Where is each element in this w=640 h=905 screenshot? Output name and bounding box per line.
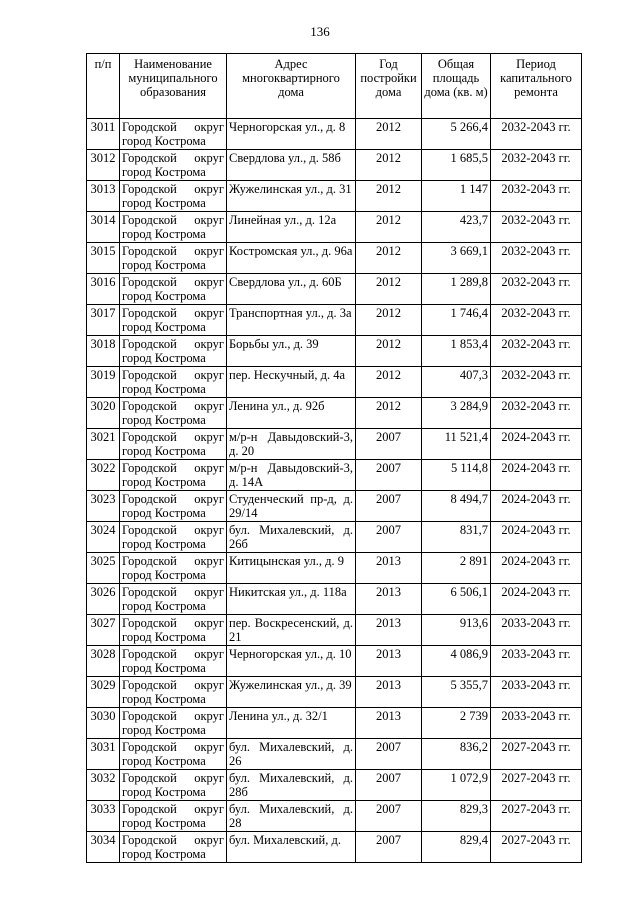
cell-address: м/р-н Давыдовский-3, д. 14А bbox=[227, 460, 356, 491]
cell-year: 2013 bbox=[356, 677, 422, 708]
cell-number: 3012 bbox=[87, 150, 120, 181]
housing-register-table bbox=[86, 53, 582, 863]
cell-municipality: Городской округ город Кострома bbox=[120, 305, 227, 336]
cell-area: 1 147 bbox=[422, 181, 491, 212]
cell-number: 3020 bbox=[87, 398, 120, 429]
cell-number: 3015 bbox=[87, 243, 120, 274]
cell-period: 2027-2043 гг. bbox=[491, 832, 582, 863]
cell-municipality: Городской округ город Кострома bbox=[120, 832, 227, 863]
cell-number: 3026 bbox=[87, 584, 120, 615]
table-row bbox=[87, 801, 582, 832]
cell-area: 5 114,8 bbox=[422, 460, 491, 491]
col-header-address: Адрес многоквартирного дома bbox=[227, 54, 356, 119]
table-row bbox=[87, 491, 582, 522]
cell-year: 2007 bbox=[356, 801, 422, 832]
table-row bbox=[87, 832, 582, 863]
cell-area: 4 086,9 bbox=[422, 646, 491, 677]
table-row bbox=[87, 460, 582, 491]
cell-number: 3017 bbox=[87, 305, 120, 336]
cell-number: 3028 bbox=[87, 646, 120, 677]
table-row bbox=[87, 274, 582, 305]
table-row bbox=[87, 367, 582, 398]
table-row bbox=[87, 708, 582, 739]
cell-address: бул. Михалевский, д. 28 bbox=[227, 801, 356, 832]
cell-period: 2033-2043 гг. bbox=[491, 677, 582, 708]
cell-municipality: Городской округ город Кострома bbox=[120, 398, 227, 429]
cell-address: Ленина ул., д. 92б bbox=[227, 398, 356, 429]
table-row bbox=[87, 677, 582, 708]
cell-period: 2032-2043 гг. bbox=[491, 181, 582, 212]
cell-period: 2024-2043 гг. bbox=[491, 553, 582, 584]
cell-period: 2032-2043 гг. bbox=[491, 274, 582, 305]
table-row bbox=[87, 243, 582, 274]
page-number: 136 bbox=[310, 24, 330, 39]
cell-address: Линейная ул., д. 12а bbox=[227, 212, 356, 243]
col-header-area: Общая площадь дома (кв. м) bbox=[422, 54, 491, 119]
cell-address: Студенческий пр-д, д. 29/14 bbox=[227, 491, 356, 522]
cell-area: 829,4 bbox=[422, 832, 491, 863]
cell-year: 2007 bbox=[356, 770, 422, 801]
cell-area: 11 521,4 bbox=[422, 429, 491, 460]
cell-area: 2 739 bbox=[422, 708, 491, 739]
cell-year: 2007 bbox=[356, 460, 422, 491]
cell-address: Черногорская ул., д. 10 bbox=[227, 646, 356, 677]
cell-area: 8 494,7 bbox=[422, 491, 491, 522]
cell-municipality: Городской округ город Кострома bbox=[120, 584, 227, 615]
cell-period: 2032-2043 гг. bbox=[491, 119, 582, 150]
cell-number: 3022 bbox=[87, 460, 120, 491]
cell-area: 1 853,4 bbox=[422, 336, 491, 367]
cell-address: бул. Михалевский, д. 26 bbox=[227, 739, 356, 770]
table-row bbox=[87, 150, 582, 181]
cell-municipality: Городской округ город Кострома bbox=[120, 460, 227, 491]
cell-number: 3030 bbox=[87, 708, 120, 739]
cell-area: 2 891 bbox=[422, 553, 491, 584]
table-row bbox=[87, 739, 582, 770]
table-row bbox=[87, 553, 582, 584]
table-row bbox=[87, 522, 582, 553]
cell-number: 3011 bbox=[87, 119, 120, 150]
cell-year: 2012 bbox=[356, 181, 422, 212]
cell-area: 1 685,5 bbox=[422, 150, 491, 181]
cell-area: 913,6 bbox=[422, 615, 491, 646]
cell-area: 3 284,9 bbox=[422, 398, 491, 429]
table-row bbox=[87, 615, 582, 646]
cell-area: 5 266,4 bbox=[422, 119, 491, 150]
cell-year: 2007 bbox=[356, 739, 422, 770]
table-row bbox=[87, 119, 582, 150]
cell-year: 2012 bbox=[356, 367, 422, 398]
cell-year: 2012 bbox=[356, 336, 422, 367]
table-row bbox=[87, 770, 582, 801]
cell-address: пер. Нескучный, д. 4а bbox=[227, 367, 356, 398]
cell-municipality: Городской округ город Кострома bbox=[120, 615, 227, 646]
cell-number: 3029 bbox=[87, 677, 120, 708]
cell-year: 2012 bbox=[356, 119, 422, 150]
cell-year: 2013 bbox=[356, 584, 422, 615]
cell-address: Транспортная ул., д. 3а bbox=[227, 305, 356, 336]
cell-area: 5 355,7 bbox=[422, 677, 491, 708]
cell-year: 2012 bbox=[356, 274, 422, 305]
cell-year: 2013 bbox=[356, 615, 422, 646]
cell-period: 2032-2043 гг. bbox=[491, 305, 582, 336]
cell-address: Китицынская ул., д. 9 bbox=[227, 553, 356, 584]
cell-year: 2007 bbox=[356, 429, 422, 460]
table-row bbox=[87, 212, 582, 243]
cell-year: 2012 bbox=[356, 398, 422, 429]
cell-municipality: Городской округ город Кострома bbox=[120, 243, 227, 274]
col-header-period: Период капитального ремонта bbox=[491, 54, 582, 119]
table-row bbox=[87, 429, 582, 460]
cell-municipality: Городской округ город Кострома bbox=[120, 336, 227, 367]
cell-address: Свердлова ул., д. 60Б bbox=[227, 274, 356, 305]
cell-period: 2032-2043 гг. bbox=[491, 367, 582, 398]
cell-area: 1 289,8 bbox=[422, 274, 491, 305]
table-row bbox=[87, 336, 582, 367]
cell-area: 407,3 bbox=[422, 367, 491, 398]
cell-period: 2027-2043 гг. bbox=[491, 770, 582, 801]
cell-municipality: Городской округ город Кострома bbox=[120, 801, 227, 832]
cell-area: 1 072,9 bbox=[422, 770, 491, 801]
cell-address: Ленина ул., д. 32/1 bbox=[227, 708, 356, 739]
cell-municipality: Городской округ город Кострома bbox=[120, 429, 227, 460]
cell-area: 829,3 bbox=[422, 801, 491, 832]
header-row bbox=[87, 54, 582, 119]
cell-number: 3032 bbox=[87, 770, 120, 801]
cell-municipality: Городской округ город Кострома bbox=[120, 491, 227, 522]
cell-period: 2024-2043 гг. bbox=[491, 522, 582, 553]
cell-area: 3 669,1 bbox=[422, 243, 491, 274]
cell-number: 3031 bbox=[87, 739, 120, 770]
cell-year: 2007 bbox=[356, 522, 422, 553]
col-header-number: п/п bbox=[87, 54, 120, 119]
cell-address: м/р-н Давыдовский-3, д. 20 bbox=[227, 429, 356, 460]
cell-year: 2012 bbox=[356, 212, 422, 243]
cell-number: 3033 bbox=[87, 801, 120, 832]
cell-year: 2012 bbox=[356, 305, 422, 336]
cell-address: Свердлова ул., д. 58б bbox=[227, 150, 356, 181]
cell-address: Борьбы ул., д. 39 bbox=[227, 336, 356, 367]
table-row bbox=[87, 181, 582, 212]
cell-area: 836,2 bbox=[422, 739, 491, 770]
cell-number: 3016 bbox=[87, 274, 120, 305]
cell-municipality: Городской округ город Кострома bbox=[120, 646, 227, 677]
cell-year: 2012 bbox=[356, 150, 422, 181]
cell-municipality: Городской округ город Кострома bbox=[120, 274, 227, 305]
cell-period: 2032-2043 гг. bbox=[491, 336, 582, 367]
cell-number: 3013 bbox=[87, 181, 120, 212]
cell-municipality: Городской округ город Кострома bbox=[120, 708, 227, 739]
cell-year: 2012 bbox=[356, 243, 422, 274]
cell-address: бул. Михалевский, д. bbox=[227, 832, 356, 863]
cell-number: 3024 bbox=[87, 522, 120, 553]
cell-area: 831,7 bbox=[422, 522, 491, 553]
table-row bbox=[87, 398, 582, 429]
cell-address: Черногорская ул., д. 8 bbox=[227, 119, 356, 150]
cell-period: 2032-2043 гг. bbox=[491, 150, 582, 181]
cell-municipality: Городской округ город Кострома bbox=[120, 770, 227, 801]
cell-municipality: Городской округ город Кострома bbox=[120, 739, 227, 770]
cell-area: 1 746,4 bbox=[422, 305, 491, 336]
cell-period: 2024-2043 гг. bbox=[491, 429, 582, 460]
col-header-year: Год постройки дома bbox=[356, 54, 422, 119]
cell-municipality: Городской округ город Кострома bbox=[120, 212, 227, 243]
cell-address: бул. Михалевский, д. 26б bbox=[227, 522, 356, 553]
cell-year: 2007 bbox=[356, 832, 422, 863]
cell-municipality: Городской округ город Кострома bbox=[120, 677, 227, 708]
cell-period: 2027-2043 гг. bbox=[491, 739, 582, 770]
cell-municipality: Городской округ город Кострома bbox=[120, 181, 227, 212]
cell-municipality: Городской округ город Кострома bbox=[120, 150, 227, 181]
cell-number: 3019 bbox=[87, 367, 120, 398]
cell-period: 2033-2043 гг. bbox=[491, 646, 582, 677]
cell-period: 2024-2043 гг. bbox=[491, 460, 582, 491]
cell-period: 2024-2043 гг. bbox=[491, 584, 582, 615]
cell-number: 3034 bbox=[87, 832, 120, 863]
cell-year: 2013 bbox=[356, 646, 422, 677]
cell-address: Жужелинская ул., д. 39 bbox=[227, 677, 356, 708]
cell-area: 423,7 bbox=[422, 212, 491, 243]
cell-year: 2013 bbox=[356, 708, 422, 739]
cell-number: 3021 bbox=[87, 429, 120, 460]
cell-period: 2027-2043 гг. bbox=[491, 801, 582, 832]
cell-number: 3023 bbox=[87, 491, 120, 522]
table-row bbox=[87, 305, 582, 336]
cell-municipality: Городской округ город Кострома bbox=[120, 553, 227, 584]
cell-period: 2032-2043 гг. bbox=[491, 398, 582, 429]
cell-year: 2007 bbox=[356, 491, 422, 522]
cell-number: 3025 bbox=[87, 553, 120, 584]
cell-period: 2032-2043 гг. bbox=[491, 243, 582, 274]
cell-period: 2033-2043 гг. bbox=[491, 708, 582, 739]
cell-municipality: Городской округ город Кострома bbox=[120, 522, 227, 553]
cell-address: пер. Воскресенский, д. 21 bbox=[227, 615, 356, 646]
table-row bbox=[87, 584, 582, 615]
cell-period: 2024-2043 гг. bbox=[491, 491, 582, 522]
cell-period: 2032-2043 гг. bbox=[491, 212, 582, 243]
cell-municipality: Городской округ город Кострома bbox=[120, 119, 227, 150]
col-header-municipality: Наименование муниципального образования bbox=[120, 54, 227, 119]
cell-address: бул. Михалевский, д. 28б bbox=[227, 770, 356, 801]
cell-number: 3018 bbox=[87, 336, 120, 367]
cell-municipality: Городской округ город Кострома bbox=[120, 367, 227, 398]
cell-address: Костромская ул., д. 96а bbox=[227, 243, 356, 274]
cell-address: Никитская ул., д. 118а bbox=[227, 584, 356, 615]
cell-area: 6 506,1 bbox=[422, 584, 491, 615]
table-row bbox=[87, 646, 582, 677]
cell-period: 2033-2043 гг. bbox=[491, 615, 582, 646]
cell-number: 3027 bbox=[87, 615, 120, 646]
cell-year: 2013 bbox=[356, 553, 422, 584]
cell-address: Жужелинская ул., д. 31 bbox=[227, 181, 356, 212]
cell-number: 3014 bbox=[87, 212, 120, 243]
